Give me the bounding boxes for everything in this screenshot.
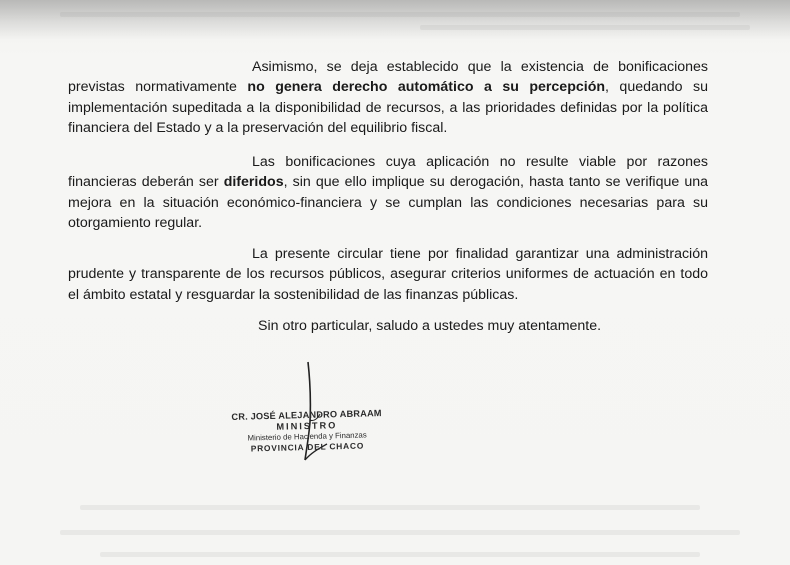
paragraph2-text-a: Las bonificaciones cuya aplicación no resulte viable por razones financieras deberán ser — [68, 154, 708, 191]
closing-salutation: Sin otro particular, saludo a ustedes muy atentamente. — [258, 318, 602, 334]
scan-shadow — [0, 0, 790, 40]
paragraph1-text-a: Asimismo, se deja establecido que la existencia de bonificaciones previstas normativamente — [68, 59, 708, 96]
paragraph3-text: La presente circular tiene por finalidad garantizar una administración prudente y transparente de los recursos públicos, asegurar criterios uniformes de actuación en todo el ámbito estatal y resguardar la sostenibilidad de las finanzas públicas. — [68, 246, 708, 303]
paragraph-diferidos — [68, 152, 708, 234]
paragraph2-text-b: , sin que ello implique su derogación, hasta tanto se verifique una mejora en la situación económico-financiera y se cumplan las condiciones necesarias para su otorgamiento regular. — [68, 174, 709, 232]
stamp-province: PROVINCIA DEL CHACO — [250, 440, 365, 454]
paragraph2-bold: diferidos — [223, 174, 284, 191]
paragraph-finalidad — [68, 244, 708, 305]
stamp-title: MINISTRO — [276, 420, 338, 432]
bleed-through-line — [100, 552, 700, 557]
bleed-through-line — [80, 505, 700, 510]
bleed-through-line — [420, 25, 750, 30]
bleed-through-line — [60, 12, 740, 17]
stamp-name: CR. JOSÉ ALEJANDRO ABRAAM — [231, 408, 382, 422]
stamp-ministry: Ministerio de Hacienda y Finanzas — [247, 430, 367, 443]
paragraph1-bold: no genera derecho automático a su percepción — [247, 79, 606, 96]
paragraph1-text-b: , quedando su implementación supeditada a la disponibilidad de recursos, a las prioridades definidas por la política financiera del Estado y a la preservación del equilibrio fiscal. — [68, 79, 708, 137]
official-stamp — [221, 408, 392, 454]
paragraph-bonificaciones — [68, 57, 708, 139]
bleed-through-line — [60, 530, 740, 535]
